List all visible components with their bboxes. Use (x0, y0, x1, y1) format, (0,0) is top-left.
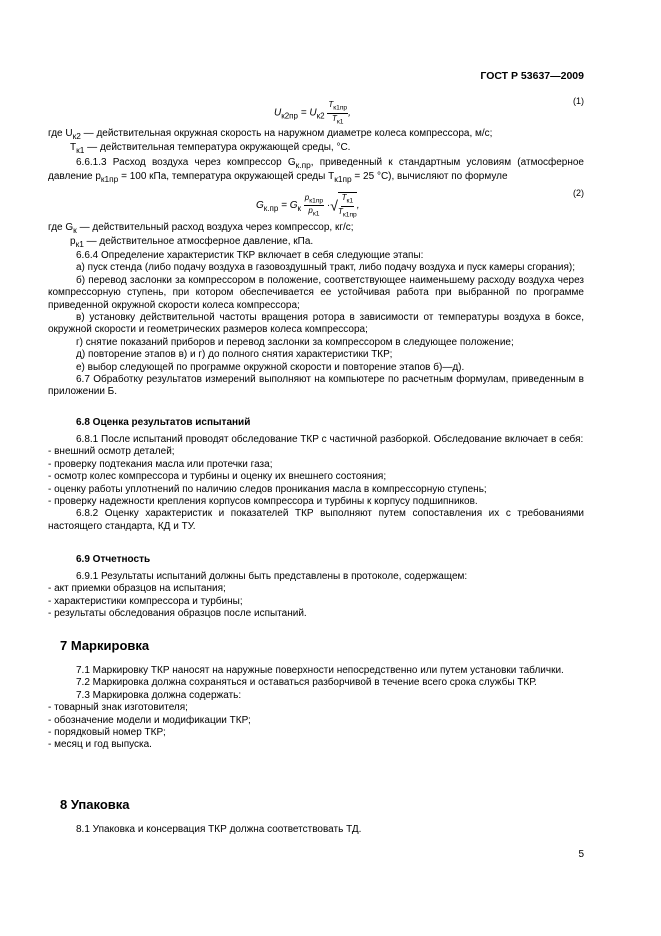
where-line: где $U_{к2}$ — действительная окружная скорость на наружном диаметре колеса компрессора, м/с; (48, 128, 493, 141)
section-6-9 (48, 554, 584, 621)
text-line: а) пуск стенда (либо подачу воздуха в газовоздушный тракт, либо подачу воздуха и пуск камеры сгорания); (76, 262, 576, 274)
heading-8: 8 Упаковка (60, 797, 130, 812)
text-line: б) перевод заслонки за компрессором в положение, соответствующее наименьшему расходу воздуха через компрессорную ступень, при котором обеспечивается ее устойчивая работа при выбранной по программе приведенной окружной скорости колеса компрессора; (48, 274, 584, 311)
text-line: - проверку надежности крепления корпусов компрессора и турбины к корпусу подшипников. (48, 496, 478, 508)
text-line: - месяц и год выпуска. (48, 739, 152, 751)
where-line: $T_{к1}$ — действительная температура окружающей среды, °С. (70, 142, 351, 156)
text-line: - характеристики компрессора и турбины; (48, 595, 243, 607)
where-line: где $G_к$ — действительный расход воздуха через компрессор, кг/с; (48, 222, 354, 235)
paragraph-6613: 6.6.1.3 Расход воздуха через компрессор $G_{к.пр}$, приведенный к стандартным условиям (атмосферное давление $p_{к1пр} = 100$ кПа, температура окружающей среды $T_{к1пр} = 25$ °С), вычисляют по формуле (48, 157, 584, 185)
formula-number: (2) (573, 188, 584, 198)
text-line: г) снятие показаний приборов и перевод заслонки за компрессором в следующее положение; (76, 336, 514, 348)
text-line: - порядковый номер ТКР; (48, 727, 166, 739)
where-line: $p_{к1}$ — действительное атмосферное давление, кПа. (70, 236, 314, 250)
text-line: 6.8.2 Оценку характеристик и показателей ТКР выполняют путем сопоставления их с требованиями настоящего стандарта, КД и ТУ. (48, 508, 584, 532)
text-line: - обозначение модели и модификации ТКР; (48, 714, 251, 726)
text-line: 6.6.4 Определение характеристик ТКР включает в себя следующие этапы: (76, 250, 424, 261)
text-line: 6.9.1 Результаты испытаний должны быть представлены в протоколе, содержащем: (76, 571, 468, 582)
document-header: ГОСТ Р 53637—2009 (480, 70, 584, 82)
text-line: - оценку работы уплотнений по наличию следов проникания масла в компрессорную ступень; (48, 483, 487, 495)
where-block-1 (48, 128, 584, 157)
page-number: 5 (578, 849, 584, 860)
text-line: - акт приемки образцов на испытания; (48, 583, 226, 595)
formula-2: $G_{к.пр} = G_к$ $\frac{p_{к1пр}}{p_{к1}}$ ·√ $\frac{T_{к1}}{T_{к1пр}}$ , (2) (256, 188, 584, 219)
text-line: 7.3 Маркировка должна содержать: (76, 689, 242, 701)
where-block-2 (48, 222, 584, 251)
text-line: д) повторение этапов в) и г) до полного снятия характеристики ТКР; (76, 349, 393, 361)
section-7 (48, 638, 584, 752)
text-line: - результаты обследования образцов после испытаний. (48, 608, 307, 620)
text-line: 7.1 Маркировку ТКР наносят на наружные поверхности непосредственно или путем установки таблички. (76, 665, 564, 676)
text-line: - внешний осмотр деталей; (48, 446, 175, 458)
text-line: е) выбор следующей по программе окружной скорости и повторение этапов б)—д). (76, 361, 465, 373)
heading-6-9: 6.9 Отчетность (76, 554, 151, 565)
paragraph-8-1: 8.1 Упаковка и консервация ТКР должна соответствовать ТД. (76, 824, 362, 835)
text-line: 6.7 Обработку результатов измерений выполняют на компьютере по расчетным формулам, приведенным в приложении Б. (48, 374, 584, 398)
text-line: - проверку подтекания масла или протечки газа; (48, 458, 273, 470)
text-line: 7.2 Маркировка должна сохраняться и оставаться разборчивой в течение всего срока службы ТКР. (76, 677, 537, 689)
text-line: - товарный знак изготовителя; (48, 702, 188, 714)
text-line: - осмотр колес компрессора и турбины и оценку их внешнего состояния; (48, 471, 387, 483)
formula-number: (1) (573, 96, 584, 106)
text-line: в) установку действительной частоты вращения ротора в зависимости от температуры воздуха в боксе, окружной скорости и геометрических размеров колеса компрессора; (48, 312, 584, 336)
section-8 (48, 797, 584, 836)
heading-6-8: 6.8 Оценка результатов испытаний (76, 417, 251, 428)
heading-7: 7 Маркировка (60, 638, 150, 653)
section-664 (48, 250, 584, 399)
section-6-8 (48, 417, 584, 533)
formula-1: $U_{к2пр} = U_{к2}$ $\frac{T_{к1пр}}{T_{к1}}$ , (1) (274, 96, 584, 126)
text-line: 6.8.1 После испытаний проводят обследование ТКР с частичной разборкой. Обследование включает в себя: (76, 434, 584, 445)
